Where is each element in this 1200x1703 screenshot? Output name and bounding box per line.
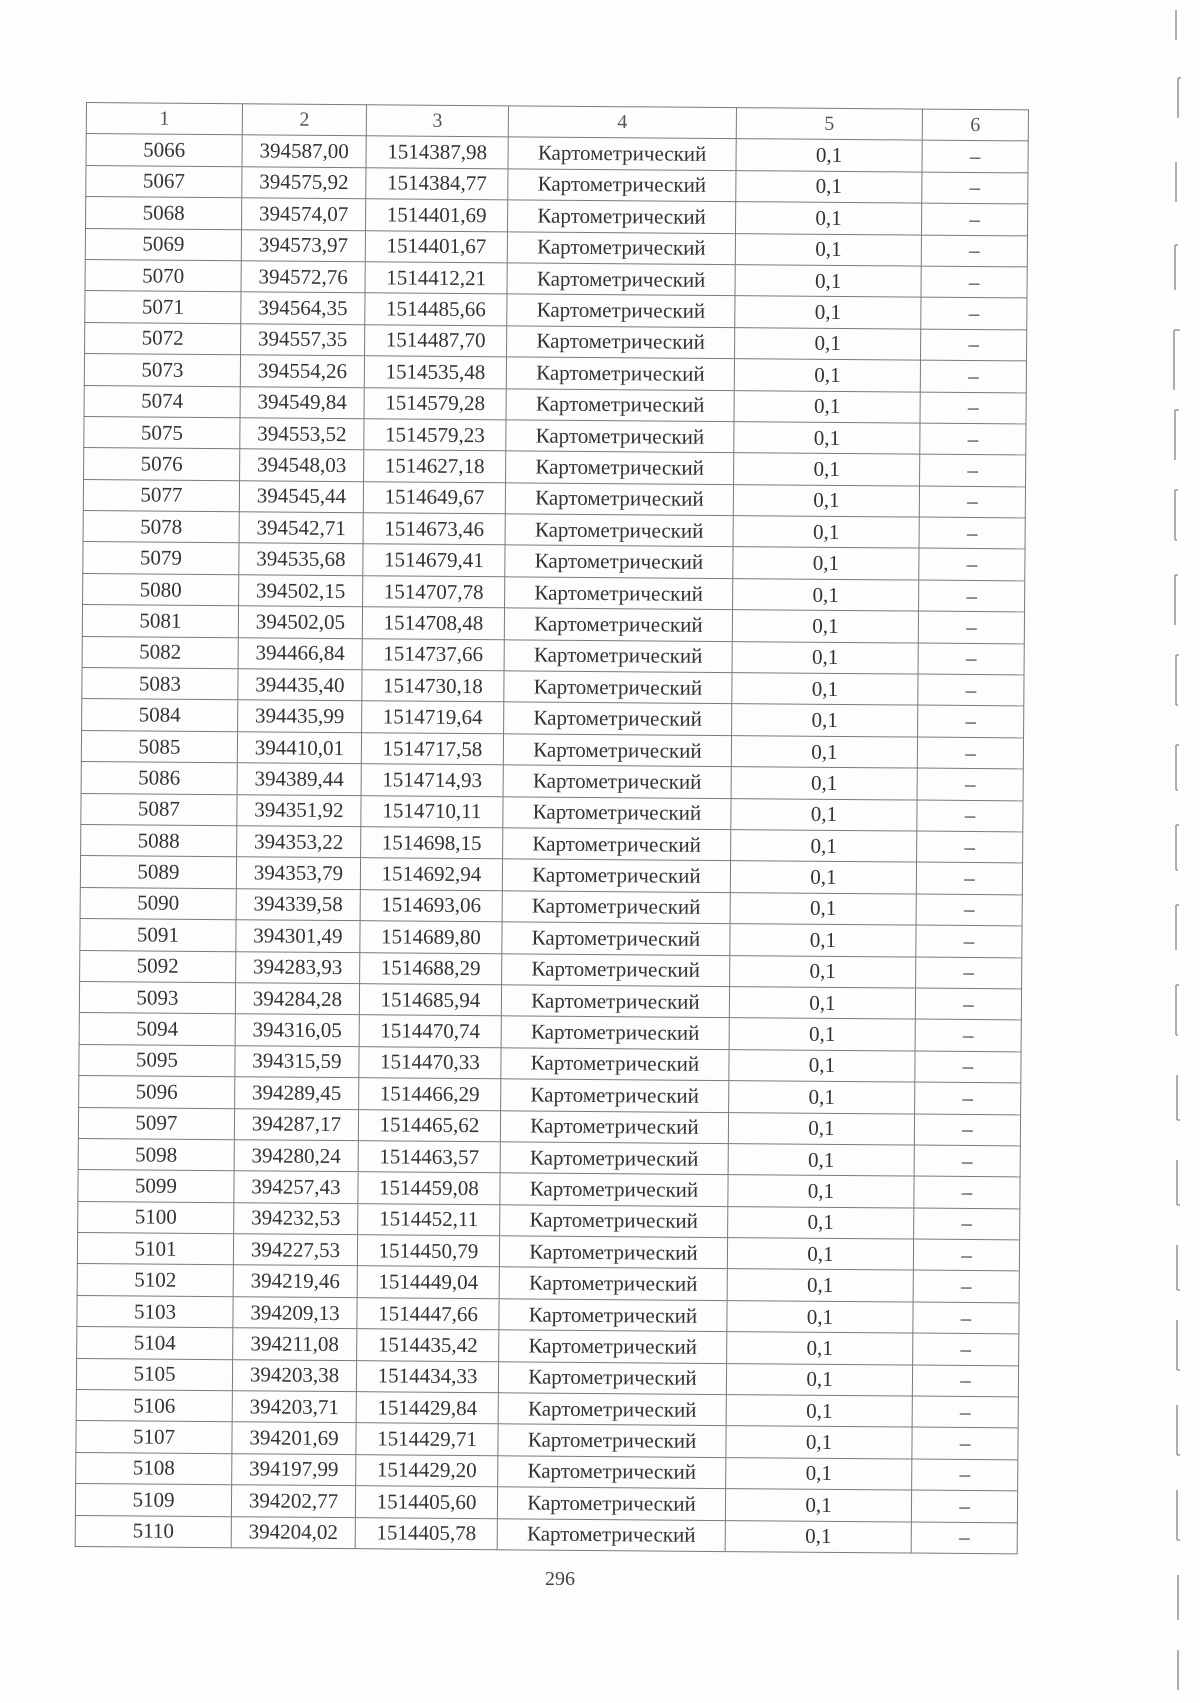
table-cell: 394227,53 bbox=[233, 1234, 357, 1266]
table-cell: – bbox=[917, 737, 1023, 769]
table-cell: Картометрический bbox=[504, 608, 732, 641]
table-cell: – bbox=[914, 1145, 1020, 1177]
table-cell: 1514487,70 bbox=[365, 324, 507, 357]
table-cell: 1514649,67 bbox=[363, 481, 505, 514]
table-cell: 5099 bbox=[78, 1170, 234, 1203]
table-cell: 0,1 bbox=[727, 1238, 913, 1271]
table-cell: – bbox=[916, 862, 1022, 894]
table-cell: 394410,01 bbox=[237, 732, 361, 764]
table-cell: 1514405,78 bbox=[355, 1517, 497, 1550]
table-cell: 5110 bbox=[75, 1515, 231, 1548]
table-cell: 1514698,15 bbox=[361, 827, 503, 860]
table-cell: 0,1 bbox=[730, 892, 916, 925]
table-cell: 1514673,46 bbox=[363, 513, 505, 546]
table-cell: 394557,35 bbox=[241, 323, 365, 355]
table-cell: 0,1 bbox=[732, 641, 918, 674]
table-cell: 0,1 bbox=[735, 327, 921, 360]
table-cell: 5075 bbox=[84, 416, 240, 449]
table-cell: 0,1 bbox=[726, 1457, 912, 1490]
table-cell: – bbox=[916, 925, 1022, 957]
table-cell: 1514405,60 bbox=[355, 1486, 497, 1519]
table-cell: – bbox=[911, 1522, 1017, 1554]
table-cell: 394284,28 bbox=[235, 983, 359, 1015]
table-cell: 0,1 bbox=[734, 422, 920, 455]
table-cell: 5077 bbox=[83, 479, 239, 512]
table-cell: 5074 bbox=[84, 385, 240, 418]
table-cell: – bbox=[913, 1239, 1019, 1271]
table-cell: 394209,13 bbox=[233, 1297, 357, 1329]
table-cell: 0,1 bbox=[732, 673, 918, 706]
table-cell: – bbox=[920, 360, 1026, 392]
table-cell: 5101 bbox=[77, 1233, 233, 1266]
table-cell: 5080 bbox=[83, 573, 239, 606]
table-cell: Картометрический bbox=[500, 1204, 728, 1237]
table-cell: Картометрический bbox=[502, 859, 730, 892]
table-cell: 0,1 bbox=[729, 1018, 915, 1051]
table-cell: 0,1 bbox=[730, 955, 916, 988]
table-cell: Картометрический bbox=[506, 420, 734, 453]
table-cell: – bbox=[919, 517, 1025, 549]
table-cell: Картометрический bbox=[507, 326, 735, 359]
table-cell: Картометрический bbox=[499, 1236, 727, 1269]
table-cell: Картометрический bbox=[499, 1267, 727, 1300]
table-cell: – bbox=[912, 1459, 1018, 1491]
table-cell: 1514730,18 bbox=[362, 670, 504, 703]
table-cell: 0,1 bbox=[733, 516, 919, 549]
table-cell: 5096 bbox=[79, 1076, 235, 1109]
table-cell: Картометрический bbox=[497, 1518, 725, 1551]
table-cell: Картометрический bbox=[498, 1456, 726, 1489]
table-cell: Картометрический bbox=[504, 639, 732, 672]
table-cell: 394211,08 bbox=[233, 1328, 357, 1360]
table-cell: 0,1 bbox=[735, 296, 921, 329]
table-cell: 5070 bbox=[85, 259, 241, 292]
table-cell: Картометрический bbox=[497, 1487, 725, 1520]
table-cell: – bbox=[921, 235, 1027, 267]
table-cell: 394339,58 bbox=[236, 888, 360, 920]
table-row bbox=[75, 1515, 1017, 1554]
table-cell: Картометрический bbox=[506, 388, 734, 421]
table-cell: Картометрический bbox=[506, 451, 734, 484]
table-cell: 1514708,48 bbox=[362, 607, 504, 640]
table-cell: 394435,40 bbox=[238, 669, 362, 701]
table-cell: 1514463,57 bbox=[358, 1141, 500, 1174]
table-cell: – bbox=[917, 800, 1023, 832]
table-cell: 1514470,74 bbox=[359, 1015, 501, 1048]
table-cell: 0,1 bbox=[726, 1363, 912, 1396]
table-cell: 0,1 bbox=[735, 202, 921, 235]
table-cell: Картометрический bbox=[498, 1361, 726, 1394]
table-cell: 0,1 bbox=[732, 704, 918, 737]
table-cell: 394203,38 bbox=[232, 1359, 356, 1391]
table-cell: 0,1 bbox=[731, 767, 917, 800]
table-cell: Картометрический bbox=[505, 482, 733, 515]
table-cell: Картометрический bbox=[498, 1393, 726, 1426]
table-cell: 394232,53 bbox=[234, 1202, 358, 1234]
table-cell: 5097 bbox=[78, 1107, 234, 1140]
column-header: 2 bbox=[242, 104, 366, 136]
table-cell: 5078 bbox=[83, 511, 239, 544]
table-cell: – bbox=[919, 580, 1025, 612]
table-cell: Картометрический bbox=[505, 514, 733, 547]
table-cell: 1514535,48 bbox=[364, 356, 506, 389]
table-cell: 5073 bbox=[84, 354, 240, 387]
table-cell: 1514435,42 bbox=[357, 1329, 499, 1362]
table-cell: – bbox=[919, 486, 1025, 518]
table-cell: Картометрический bbox=[501, 1048, 729, 1081]
table-cell: 0,1 bbox=[735, 233, 921, 266]
table-cell: 5092 bbox=[80, 950, 236, 983]
table-cell: 0,1 bbox=[735, 265, 921, 298]
table-cell: 394466,84 bbox=[238, 637, 362, 669]
table-cell: Картометрический bbox=[502, 953, 730, 986]
table-cell: – bbox=[914, 1208, 1020, 1240]
table-cell: – bbox=[921, 266, 1027, 298]
table-cell: – bbox=[918, 643, 1024, 675]
table-cell: 1514689,80 bbox=[360, 921, 502, 954]
scan-edge-graphic bbox=[1166, 0, 1186, 1698]
table-cell: 1514470,33 bbox=[359, 1046, 501, 1079]
table-cell: Картометрический bbox=[500, 1110, 728, 1143]
table-cell: 1514429,84 bbox=[356, 1392, 498, 1425]
table-cell: 0,1 bbox=[728, 1206, 914, 1239]
table-cell: 0,1 bbox=[729, 1049, 915, 1082]
table-cell: – bbox=[919, 549, 1025, 581]
scan-edge-marks bbox=[1166, 0, 1186, 1698]
table-cell: 1514714,93 bbox=[361, 764, 503, 797]
table-cell: 0,1 bbox=[736, 139, 922, 172]
table-cell: – bbox=[915, 988, 1021, 1020]
table-cell: – bbox=[915, 1019, 1021, 1051]
table-cell: 1514737,66 bbox=[362, 638, 504, 671]
table-cell: – bbox=[912, 1396, 1018, 1428]
table-cell: 394353,79 bbox=[236, 857, 360, 889]
table-cell: – bbox=[921, 297, 1027, 329]
table-cell: 394287,17 bbox=[234, 1108, 358, 1140]
table-cell: 394203,71 bbox=[232, 1391, 356, 1423]
table-cell: – bbox=[916, 894, 1022, 926]
table-cell: Картометрический bbox=[499, 1299, 727, 1332]
table-cell: – bbox=[912, 1365, 1018, 1397]
column-header: 6 bbox=[922, 109, 1028, 141]
table-cell: Картометрический bbox=[508, 137, 736, 170]
table-cell: – bbox=[920, 392, 1026, 424]
table-cell: Картометрический bbox=[506, 357, 734, 390]
table-cell: Картометрический bbox=[504, 702, 732, 735]
table-cell: 0,1 bbox=[731, 735, 917, 768]
table-cell: – bbox=[917, 768, 1023, 800]
table-cell: 1514429,71 bbox=[356, 1423, 498, 1456]
table-cell: 394502,05 bbox=[238, 606, 362, 638]
table-cell: 394257,43 bbox=[234, 1171, 358, 1203]
table-cell: – bbox=[917, 831, 1023, 863]
table-cell: – bbox=[920, 454, 1026, 486]
table-cell: 0,1 bbox=[726, 1426, 912, 1459]
table-cell: Картометрический bbox=[501, 1079, 729, 1112]
table-cell: 394283,93 bbox=[236, 951, 360, 983]
table-cell: 0,1 bbox=[728, 1143, 914, 1176]
table-cell: 394535,68 bbox=[239, 543, 363, 575]
table-cell: 394587,00 bbox=[242, 135, 366, 167]
table-cell: 0,1 bbox=[727, 1300, 913, 1333]
table-cell: 1514579,28 bbox=[364, 387, 506, 420]
table-cell: 394389,44 bbox=[237, 763, 361, 795]
table-cell: Картометрический bbox=[504, 671, 732, 704]
table-cell: Картометрический bbox=[505, 577, 733, 610]
table-cell: 0,1 bbox=[725, 1489, 911, 1522]
table-cell: 0,1 bbox=[729, 1081, 915, 1114]
table-cell: 1514710,11 bbox=[361, 795, 503, 828]
table-cell: 1514450,79 bbox=[357, 1235, 499, 1268]
table-cell: 0,1 bbox=[726, 1395, 912, 1428]
table-cell: 394573,97 bbox=[241, 229, 365, 261]
table-cell: 5105 bbox=[76, 1358, 232, 1391]
table-cell: 0,1 bbox=[728, 1175, 914, 1208]
table-cell: 394564,35 bbox=[241, 292, 365, 324]
column-header: 4 bbox=[508, 106, 736, 139]
table-cell: – bbox=[916, 957, 1022, 989]
table-cell: – bbox=[918, 705, 1024, 737]
table-cell: 5093 bbox=[79, 981, 235, 1014]
table-cell: 0,1 bbox=[733, 547, 919, 580]
table-cell: – bbox=[922, 140, 1028, 172]
table-cell: 394542,71 bbox=[239, 512, 363, 544]
table-cell: – bbox=[913, 1302, 1019, 1334]
table-cell: 5088 bbox=[81, 824, 237, 857]
table-cell: Картометрический bbox=[503, 734, 731, 767]
table-cell: 394572,76 bbox=[241, 261, 365, 293]
table-cell: 1514401,67 bbox=[365, 230, 507, 263]
table-cell: Картометрический bbox=[502, 922, 730, 955]
table-cell: 0,1 bbox=[732, 610, 918, 643]
table-cell: – bbox=[911, 1490, 1017, 1522]
table-cell: 5103 bbox=[77, 1295, 233, 1328]
table-cell: 0,1 bbox=[728, 1112, 914, 1145]
table-cell: 1514429,20 bbox=[356, 1454, 498, 1487]
table-cell: 5100 bbox=[78, 1201, 234, 1234]
table-cell: – bbox=[918, 611, 1024, 643]
column-header: 5 bbox=[736, 108, 922, 141]
table-cell: 394280,24 bbox=[234, 1140, 358, 1172]
column-header: 1 bbox=[86, 103, 242, 136]
table-cell: 0,1 bbox=[730, 861, 916, 894]
table-cell: 1514412,21 bbox=[365, 262, 507, 295]
table-cell: 394197,99 bbox=[232, 1453, 356, 1485]
table-cell: – bbox=[915, 1082, 1021, 1114]
table-cell: 5071 bbox=[85, 291, 241, 324]
table-cell: Картометрический bbox=[507, 294, 735, 327]
table-cell: 1514384,77 bbox=[366, 167, 508, 200]
table-cell: 1514707,78 bbox=[363, 576, 505, 609]
table-cell: 5106 bbox=[76, 1389, 232, 1422]
table-cell: – bbox=[912, 1427, 1018, 1459]
table-cell: 5085 bbox=[81, 730, 237, 763]
table-cell: 0,1 bbox=[734, 359, 920, 392]
table-cell: 5087 bbox=[81, 793, 237, 826]
table-cell: 5072 bbox=[85, 322, 241, 355]
table-cell: Картометрический bbox=[505, 545, 733, 578]
table-cell: 1514485,66 bbox=[365, 293, 507, 326]
table-cell: 0,1 bbox=[734, 390, 920, 423]
table-cell: – bbox=[913, 1333, 1019, 1365]
table-cell: 394301,49 bbox=[236, 920, 360, 952]
table-cell: 394219,46 bbox=[233, 1265, 357, 1297]
table-cell: 394202,77 bbox=[231, 1485, 355, 1517]
table-cell: 5086 bbox=[81, 762, 237, 795]
column-header: 3 bbox=[366, 105, 508, 138]
table-cell: 5068 bbox=[86, 197, 242, 230]
table-cell: 394549,84 bbox=[240, 386, 364, 418]
table-cell: 394435,99 bbox=[238, 700, 362, 732]
page-number: 296 bbox=[545, 1568, 575, 1590]
table-cell: 5109 bbox=[75, 1484, 231, 1517]
table-cell: 1514627,18 bbox=[364, 450, 506, 483]
table-cell: 394502,15 bbox=[239, 575, 363, 607]
table-cell: 5102 bbox=[77, 1264, 233, 1297]
table-cell: Картометрический bbox=[503, 765, 731, 798]
table-cell: 1514685,94 bbox=[359, 984, 501, 1017]
table-cell: Картометрический bbox=[502, 891, 730, 924]
table-cell: 0,1 bbox=[725, 1520, 911, 1553]
table-cell: 1514434,33 bbox=[356, 1360, 498, 1393]
table-cell: 5089 bbox=[80, 856, 236, 889]
table-cell: 5066 bbox=[86, 134, 242, 167]
table-cell: 394554,26 bbox=[240, 355, 364, 387]
table-cell: 5090 bbox=[80, 887, 236, 920]
table-cell: 0,1 bbox=[727, 1332, 913, 1365]
table-cell: 1514466,29 bbox=[359, 1078, 501, 1111]
table-cell: Картометрический bbox=[500, 1173, 728, 1206]
table-cell: 394351,92 bbox=[237, 794, 361, 826]
table-cell: Картометрический bbox=[507, 200, 735, 233]
table-cell: Картометрический bbox=[508, 169, 736, 202]
table-cell: 394316,05 bbox=[235, 1014, 359, 1046]
table-cell: – bbox=[920, 329, 1026, 361]
table-cell: 5069 bbox=[85, 228, 241, 261]
table-cell: Картометрический bbox=[501, 985, 729, 1018]
table-cell: Картометрический bbox=[501, 1016, 729, 1049]
table-cell: Картометрический bbox=[503, 828, 731, 861]
table-cell: 1514447,66 bbox=[357, 1298, 499, 1331]
table-cell: 0,1 bbox=[736, 170, 922, 203]
table-cell: Картометрический bbox=[500, 1142, 728, 1175]
table-cell: 5094 bbox=[79, 1013, 235, 1046]
table-cell: Картометрический bbox=[507, 231, 735, 264]
table-cell: 394289,45 bbox=[235, 1077, 359, 1109]
table-cell: – bbox=[922, 172, 1028, 204]
table-cell: 5104 bbox=[77, 1327, 233, 1360]
table-cell: 0,1 bbox=[733, 484, 919, 517]
table-cell: 394353,22 bbox=[237, 826, 361, 858]
table-cell: 5083 bbox=[82, 668, 238, 701]
table-cell: 394315,59 bbox=[235, 1045, 359, 1077]
table-cell: 5091 bbox=[80, 919, 236, 952]
table-cell: 0,1 bbox=[727, 1269, 913, 1302]
table-cell: 0,1 bbox=[731, 830, 917, 863]
table-cell: 1514693,06 bbox=[360, 889, 502, 922]
table-cell: 5067 bbox=[86, 165, 242, 198]
table-cell: – bbox=[914, 1114, 1020, 1146]
table-cell: 394548,03 bbox=[240, 449, 364, 481]
table-cell: 1514579,23 bbox=[364, 419, 506, 452]
table-cell: – bbox=[913, 1270, 1019, 1302]
table-cell: 1514465,62 bbox=[358, 1109, 500, 1142]
table-cell: Картометрический bbox=[498, 1424, 726, 1457]
table-cell: 5107 bbox=[76, 1421, 232, 1454]
table-cell: 1514452,11 bbox=[358, 1203, 500, 1236]
coordinates-table bbox=[75, 102, 1029, 1554]
table-cell: 0,1 bbox=[730, 924, 916, 957]
table-cell: 394553,52 bbox=[240, 418, 364, 450]
table-cell: 5082 bbox=[82, 636, 238, 669]
table-cell: 5084 bbox=[82, 699, 238, 732]
table-cell: 0,1 bbox=[731, 798, 917, 831]
table-cell: 1514717,58 bbox=[361, 732, 503, 765]
table-cell: 1514679,41 bbox=[363, 544, 505, 577]
table-cell: 5095 bbox=[79, 1044, 235, 1077]
table-cell: – bbox=[915, 1051, 1021, 1083]
table-cell: 394545,44 bbox=[239, 480, 363, 512]
table-cell: 394204,02 bbox=[231, 1516, 355, 1548]
table-cell: 1514459,08 bbox=[358, 1172, 500, 1205]
table-cell: 1514449,04 bbox=[357, 1266, 499, 1299]
table-body bbox=[75, 134, 1028, 1554]
table-cell: Картометрический bbox=[503, 796, 731, 829]
table-cell: – bbox=[914, 1176, 1020, 1208]
table-cell: 0,1 bbox=[733, 578, 919, 611]
table-cell: – bbox=[920, 423, 1026, 455]
table-cell: 5079 bbox=[83, 542, 239, 575]
table-cell: 394575,92 bbox=[242, 167, 366, 199]
table-cell: 0,1 bbox=[729, 987, 915, 1020]
table-cell: 394201,69 bbox=[232, 1422, 356, 1454]
table-cell: Картометрический bbox=[499, 1330, 727, 1363]
table-cell: 1514692,94 bbox=[360, 858, 502, 891]
table-cell: 394574,07 bbox=[242, 198, 366, 230]
table-cell: 5098 bbox=[78, 1138, 234, 1171]
table-cell: 1514688,29 bbox=[360, 952, 502, 985]
table-cell: 5108 bbox=[76, 1452, 232, 1485]
table-cell: 1514719,64 bbox=[362, 701, 504, 734]
table-cell: – bbox=[918, 674, 1024, 706]
table-cell: 0,1 bbox=[734, 453, 920, 486]
table-cell: 5076 bbox=[84, 448, 240, 481]
table-cell: 1514401,69 bbox=[366, 199, 508, 232]
table-cell: Картометрический bbox=[507, 263, 735, 296]
table-cell: – bbox=[921, 203, 1027, 235]
table-cell: 1514387,98 bbox=[366, 136, 508, 169]
table-cell: 5081 bbox=[82, 605, 238, 638]
